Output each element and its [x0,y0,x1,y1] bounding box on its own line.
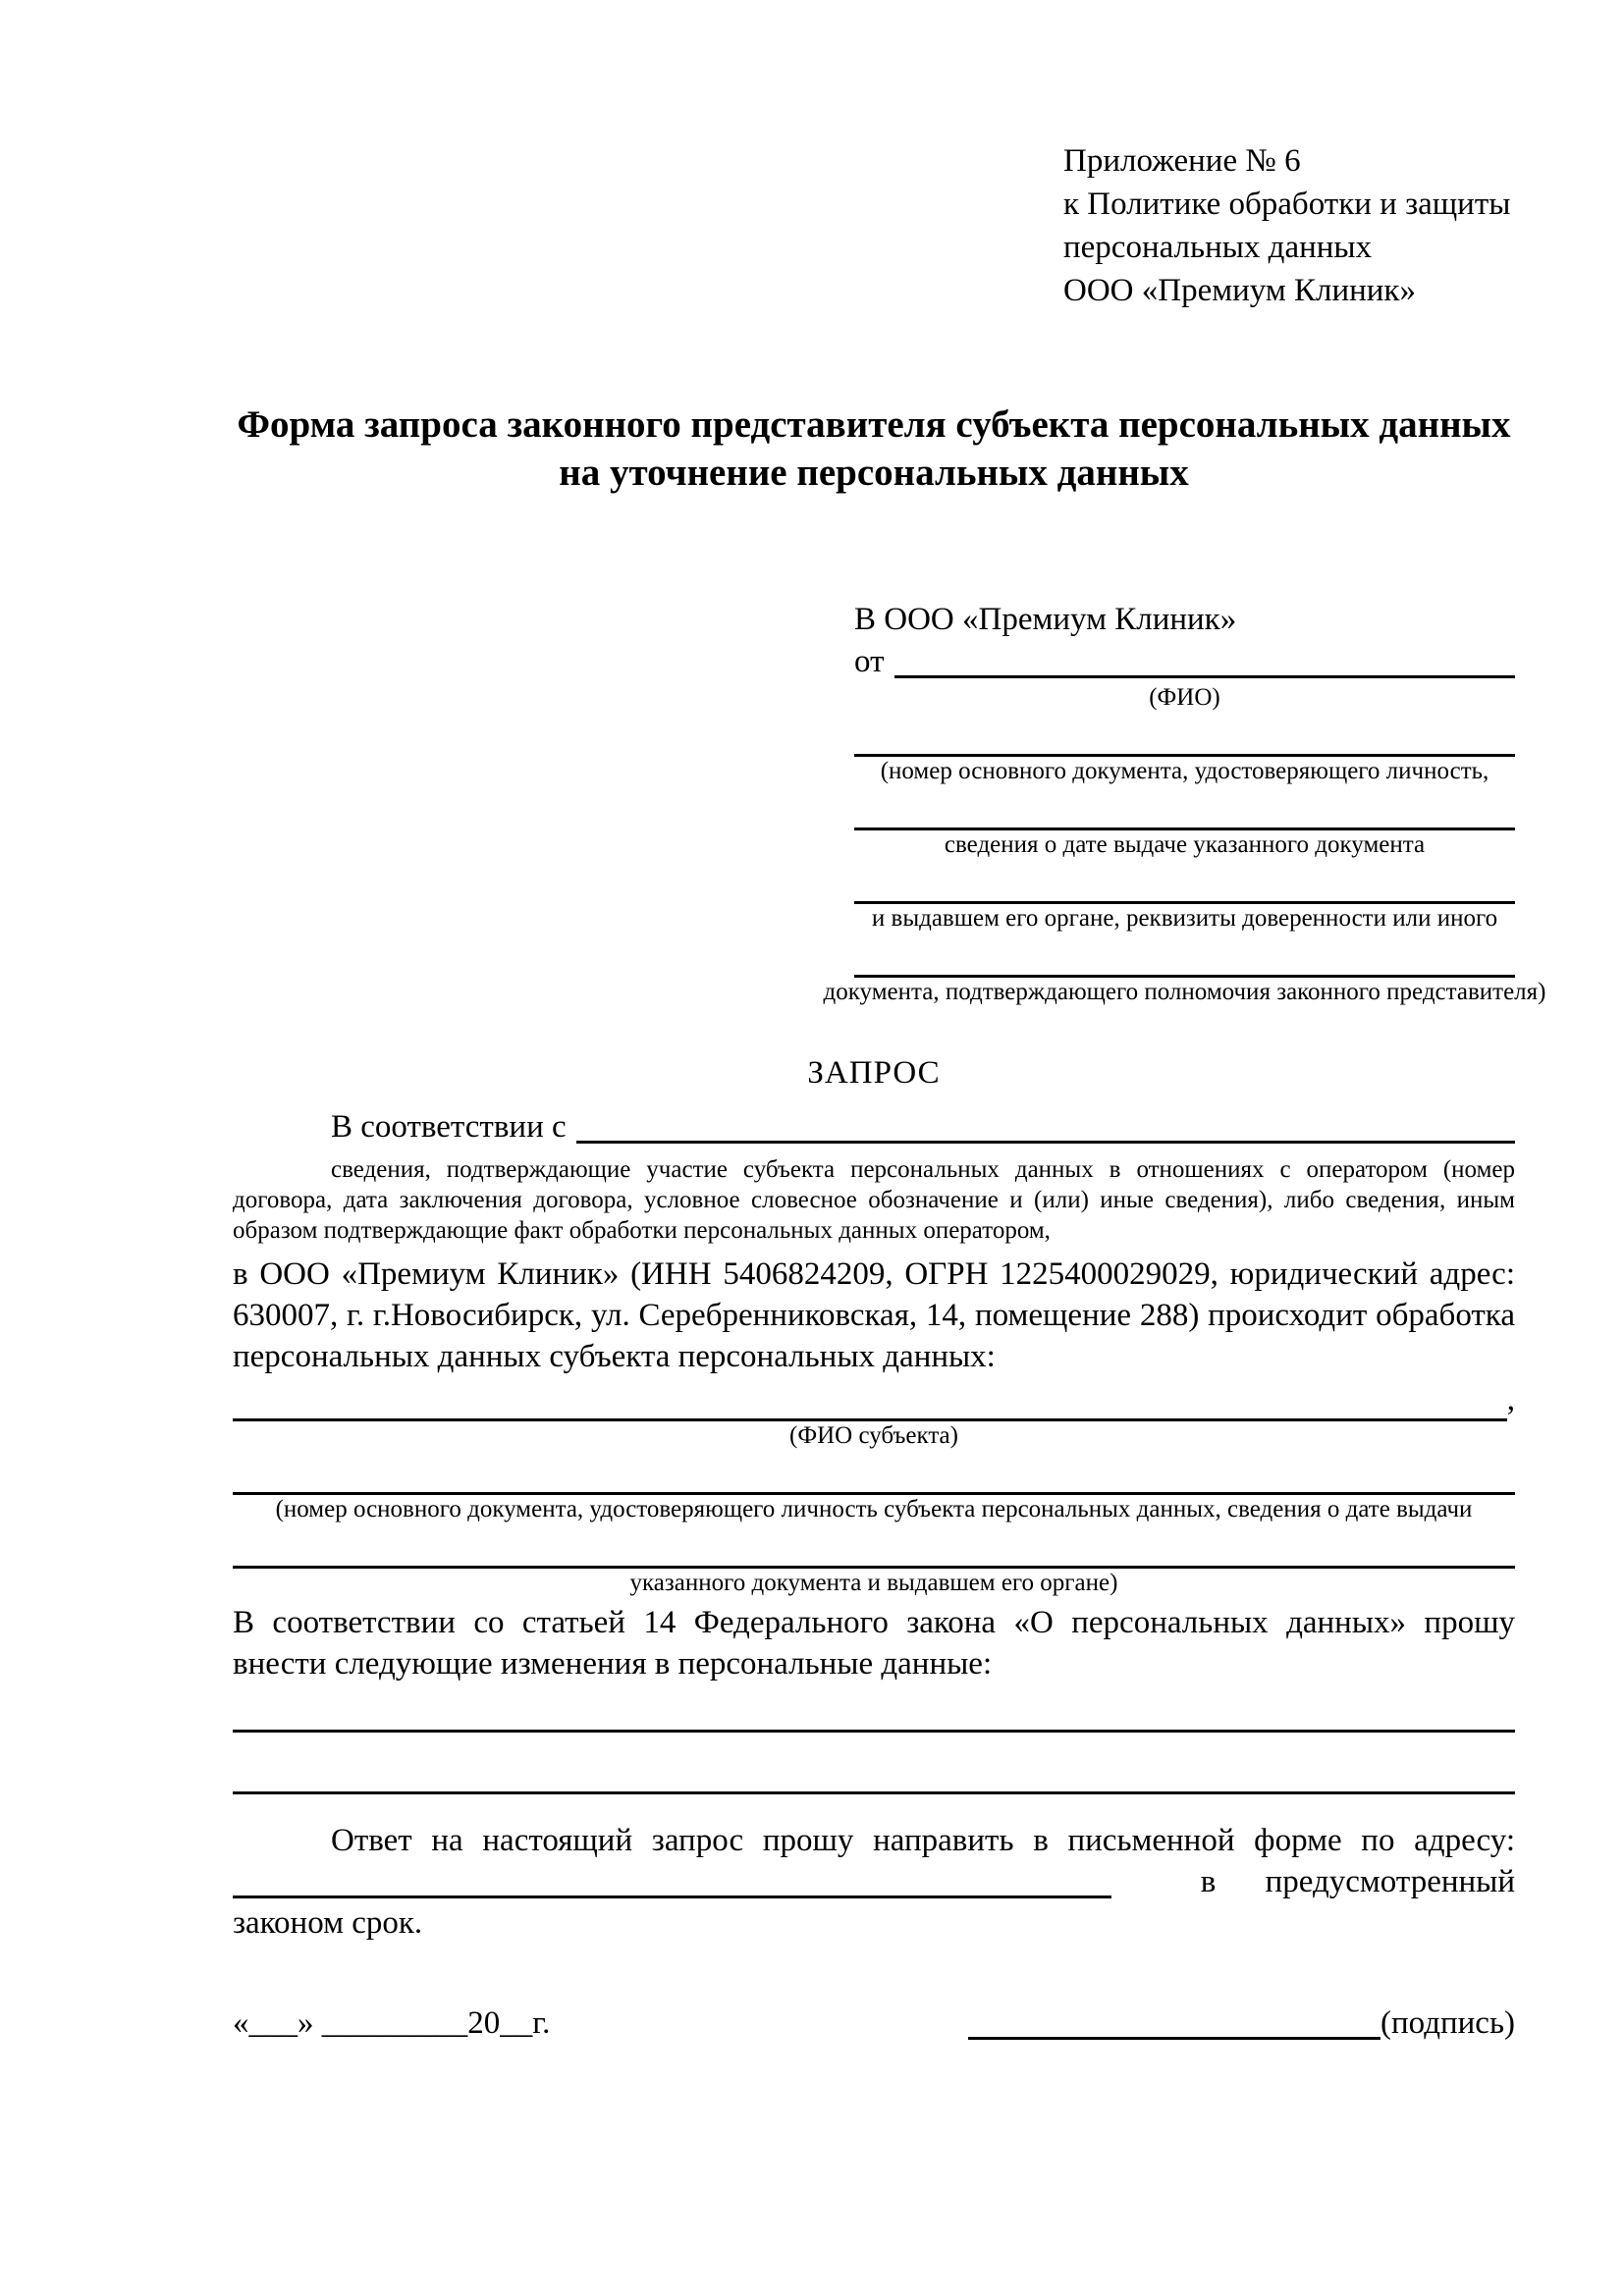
subject-fio-row [233,1379,1515,1421]
appendix-line: ООО «Премиум Клиник» [1063,273,1416,308]
from-row [854,641,1515,683]
answer-address-blank-line [233,1861,1111,1898]
appendix-block [1063,139,1515,312]
subject-doc-caption-1: (номер основного документа, удостоверяющего личность субъекта персональных данных, сведения о дате выдачи [275,1496,1473,1522]
subject-fio-line [233,1379,1507,1421]
subject-doc-line-1 [233,1451,1515,1495]
addressee-block [823,599,1546,1007]
answer-paragraph-line-1: Ответ на настоящий запрос прошу направить в письменной форме по адресу: [331,1823,1515,1858]
subject-fio-caption: (ФИО субъекта) [789,1422,958,1449]
title-line-2: на уточнение персональных данных [559,452,1189,494]
document-title [233,400,1515,497]
answer-paragraph-tail: в предусмотренный [1200,1864,1515,1899]
addressee-to: В ООО «Премиум Клиник» [854,602,1237,637]
operator-paragraph: в ООО «Премиум Клиник» (ИНН 5406824209, ОГРН 1225400029029, юридический адрес: 630007, г. г.Новосибирск, ул. Серебренниковская, 14, помещение 288) происходит обработка персональных данных субъекта персональных данных: [233,1256,1515,1374]
representative-doc-line-1 [854,713,1515,757]
signature-block [968,2002,1515,2045]
appendix-line: к Политике обработки и защиты [1063,187,1511,222]
representative-doc-caption-2: сведения о дате выдаче указанного документа [944,831,1426,858]
date-line: «___» _________20__г. [233,2005,551,2041]
intro-basis-blank-line [576,1106,1515,1144]
representative-doc-caption-3: и выдавшем его органе, реквизиты доверенности или иного [871,905,1498,932]
from-blank-line [894,641,1516,678]
changes-blank-line-1 [233,1684,1515,1733]
intro-basis-note: сведения, подтверждающие участие субъекта персональных данных в отношениях с оператором (номер договора, дата заключения договора, условное словесное обозначение и (или) иные сведения), либо сведения, иным образом подтверждающие факт обработки персональных данных оператором, [233,1156,1515,1244]
intro-basis-row [233,1106,1515,1148]
title-line-1: Форма запроса законного представителя субъекта персональных данных [237,403,1511,446]
appendix-line: персональных данных [1063,230,1373,265]
representative-doc-caption-4: документа, подтверждающего полномочия законного представителя) [823,979,1546,1005]
subject-doc-caption-2: указанного документа и выдавшем его органе) [629,1570,1118,1596]
from-label: от [854,644,885,679]
signature-blank-line [968,2037,1380,2040]
law-paragraph: В соответствии со статьей 14 Федерального закона «О персональных данных» прошу внести следующие изменения в персональные данные: [233,1605,1515,1682]
intro-basis-label: В соответствии с [331,1109,567,1145]
subject-doc-line-2 [233,1524,1515,1569]
fio-caption: (ФИО) [1149,684,1220,711]
answer-paragraph-line-3: законом срок. [233,1905,423,1941]
footer-row [233,2002,1515,2045]
representative-doc-caption-1: (номер основного документа, удостоверяющего личность, [880,758,1489,784]
request-heading: ЗАПРОС [807,1055,941,1091]
subject-fio-comma: , [1506,1382,1515,1417]
representative-doc-line-4 [854,934,1515,978]
appendix-line: Приложение № 6 [1063,143,1301,179]
representative-doc-line-2 [854,786,1515,830]
answer-paragraph-line-2 [233,1861,1515,1902]
signature-caption: (подпись) [1380,2005,1515,2041]
representative-doc-line-3 [854,860,1515,904]
changes-blank-line-2 [233,1733,1515,1794]
